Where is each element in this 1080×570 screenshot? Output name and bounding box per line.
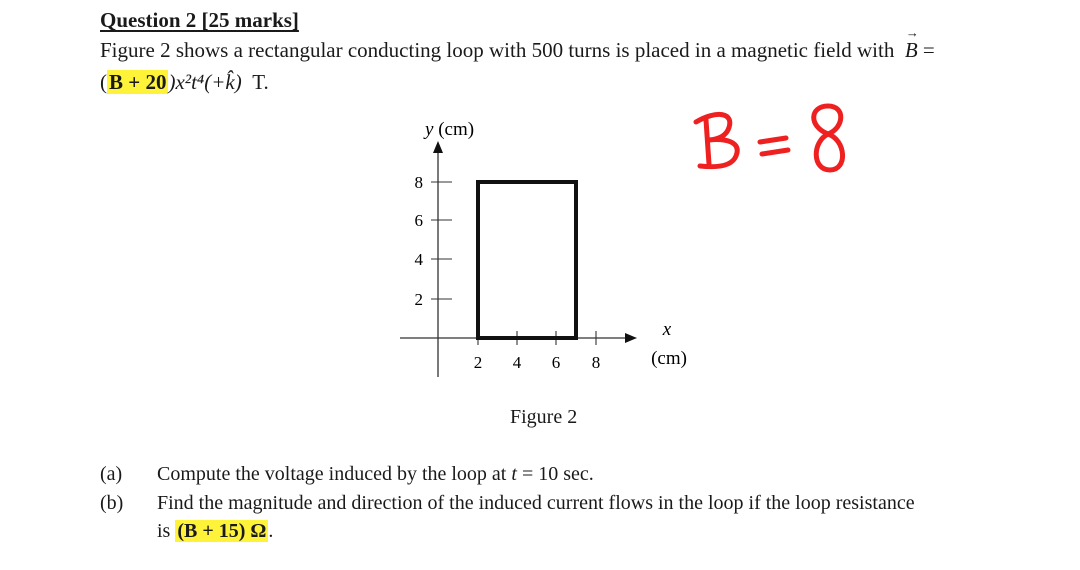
part-a-before: Compute the voltage induced by the loop at	[157, 463, 512, 485]
part-b-label: (b)	[100, 492, 124, 514]
x-tick-label-2: 2	[473, 353, 483, 372]
y-axis-var: y	[425, 119, 434, 140]
part-a-label: (a)	[100, 463, 123, 485]
field-open-paren: (	[100, 70, 107, 94]
equals-sign: =	[922, 38, 935, 62]
question-intro	[100, 38, 935, 63]
y-tick-label-2: 2	[414, 290, 423, 309]
y-axis-label: y (cm)	[425, 119, 475, 140]
part-a-text	[157, 463, 594, 486]
y-tick-label-6: 6	[414, 211, 423, 230]
handwritten-note	[690, 100, 865, 185]
field-expr: )x²t⁴(+k̂)	[168, 70, 242, 94]
loop-diagram	[395, 115, 695, 380]
field-vector-symbol: → B	[905, 38, 918, 63]
x-tick-label-6: 6	[551, 353, 561, 372]
intro-text: Figure 2 shows a rectangular conducting loop with 500 turns is placed in a magnetic field with	[100, 38, 895, 62]
field-expression	[100, 70, 269, 95]
x-tick-label-4: 4	[512, 353, 522, 372]
hand-b-loops	[696, 114, 737, 166]
part-b-line1: Find the magnitude and direction of the induced current flows in the loop if the loop resistance	[157, 492, 915, 514]
part-b-highlight: (B + 15) Ω	[177, 520, 267, 542]
x-axis-label: x	[662, 319, 672, 340]
hand-equals-top	[760, 138, 786, 142]
rectangular-loop	[478, 182, 576, 338]
question-title: Question 2 [25 marks]	[100, 8, 299, 32]
part-a-var: t	[511, 463, 517, 485]
field-highlight: B + 20	[109, 70, 167, 94]
hand-equals-bottom	[762, 150, 788, 154]
part-b-prefix: is	[157, 520, 176, 542]
part-b-line2	[157, 520, 273, 543]
figure-2	[395, 115, 695, 385]
part-b-suffix: .	[268, 520, 274, 542]
y-tick-label-4: 4	[414, 250, 423, 269]
field-unit: T.	[252, 70, 269, 94]
x-axis-arrow-icon	[625, 333, 637, 343]
figure-caption: Figure 2	[510, 406, 578, 428]
x-axis-unit: (cm)	[651, 348, 687, 369]
x-tick-label-8: 8	[591, 353, 601, 372]
part-a-after: = 10 sec.	[516, 463, 594, 485]
handwritten-b-equals-8	[690, 100, 865, 180]
y-tick-label-8: 8	[414, 173, 423, 192]
y-axis-arrow-icon	[433, 141, 443, 153]
hand-eight	[814, 106, 843, 170]
